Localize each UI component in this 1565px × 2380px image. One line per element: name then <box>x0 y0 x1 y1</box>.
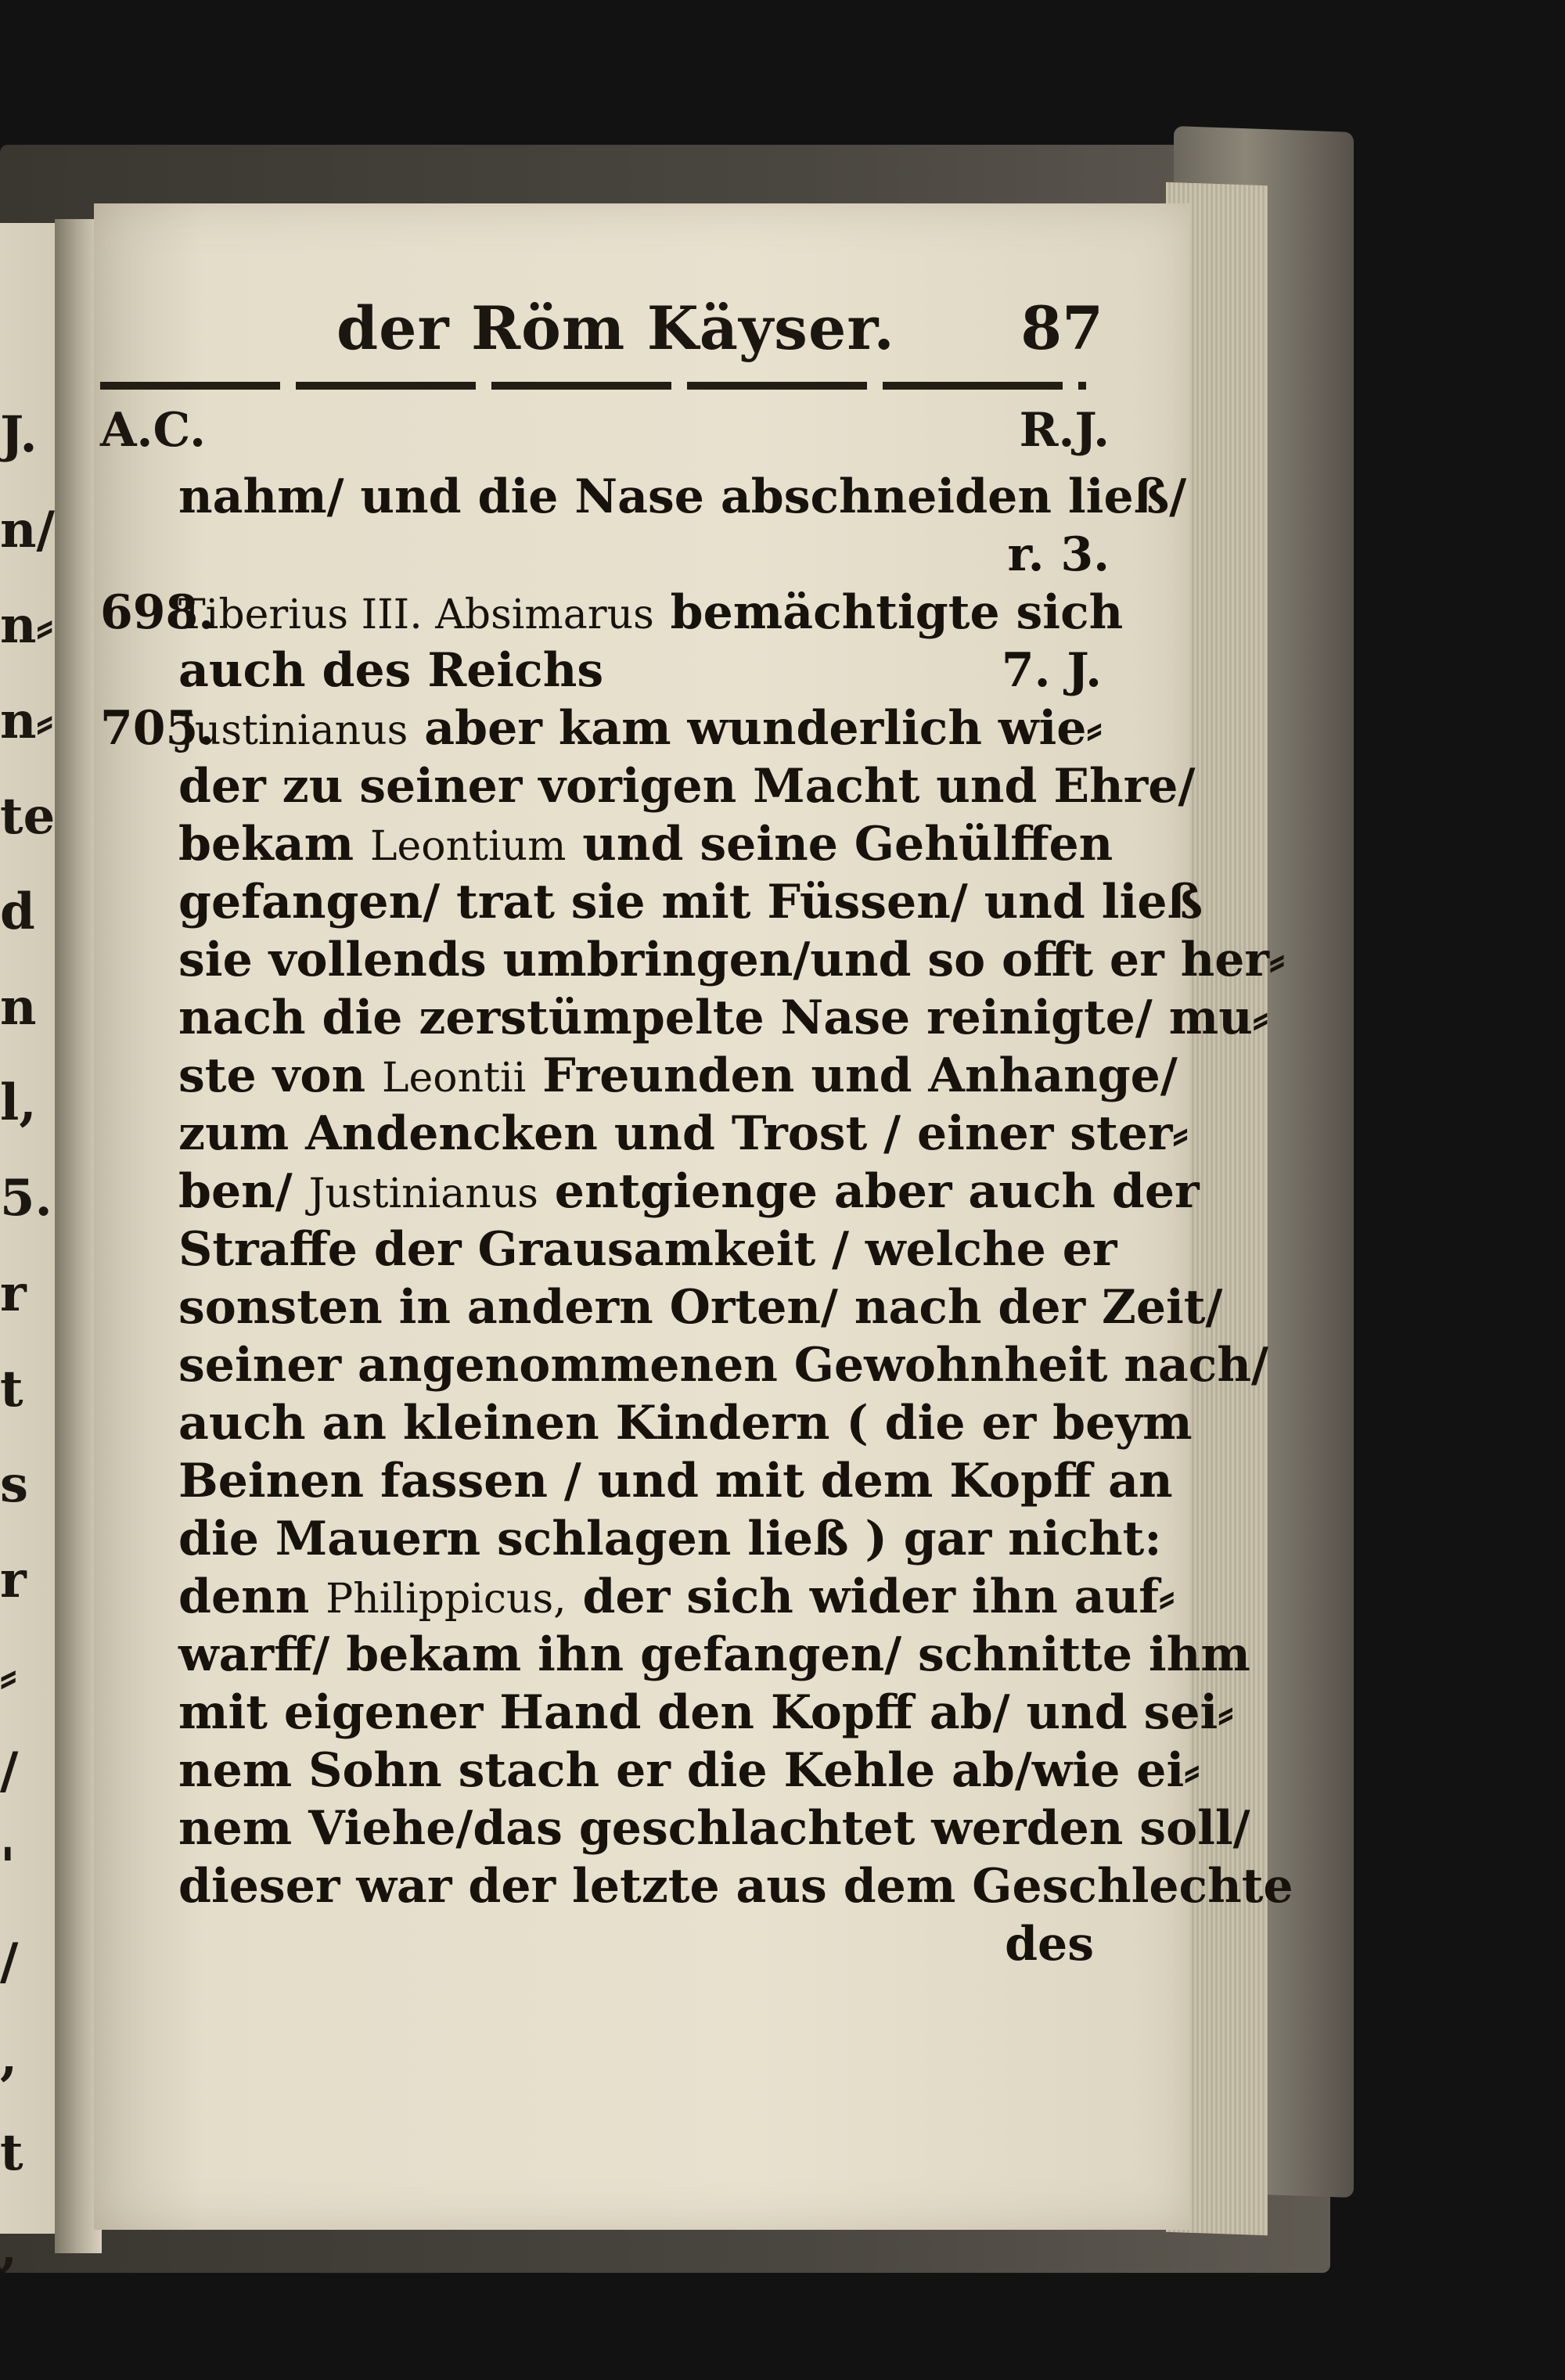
left-page-fragment: 5. <box>0 1169 52 1228</box>
left-page-fragment: l, <box>0 1073 37 1132</box>
text-run: und seine Gehülffen <box>566 817 1113 872</box>
left-page-fragment: ' <box>0 1837 16 1896</box>
text-line <box>100 1047 1178 1105</box>
left-page-fragment: s <box>0 1455 29 1514</box>
latin-name: Leontii <box>381 1055 527 1102</box>
page-number: 87 <box>1020 293 1103 363</box>
text-line <box>100 1394 1193 1452</box>
text-run: ben/ <box>178 1164 309 1219</box>
latin-name: Justinianus <box>178 707 408 754</box>
text-line <box>100 873 1203 931</box>
left-page-fragment: / <box>0 1742 19 1800</box>
text-line <box>100 757 1196 815</box>
text-line <box>100 1163 1200 1221</box>
left-page-fragment: r <box>0 1551 27 1609</box>
left-page-fragment: n <box>0 978 37 1037</box>
text-run: ste von <box>178 1048 382 1103</box>
left-page-fragment: n⸗ <box>0 692 53 750</box>
text-line <box>100 1568 1175 1626</box>
text-run: zum Andencken und Trost / einer ster⸗ <box>178 1106 1189 1161</box>
latin-name: Justinianus <box>308 1170 538 1217</box>
page-header <box>235 293 1103 379</box>
left-page-fragment: J. <box>0 405 38 464</box>
margin-label-regierungsjahre: R.J. <box>1019 403 1110 458</box>
left-page-fragment: ⸗ <box>0 1646 17 1705</box>
text-run: nem Sohn stach er die Kehle ab/wie ei⸗ <box>178 1743 1200 1798</box>
text-run: nahm/ und die Nase abschneiden ließ/ <box>178 469 1187 524</box>
text-line <box>100 1452 1173 1510</box>
text-run: mit eigener Hand den Kopff ab/ und sei⸗ <box>178 1685 1234 1740</box>
text-run: die Mauern schlagen ließ ) gar nicht: <box>178 1512 1162 1566</box>
text-line <box>100 989 1268 1047</box>
text-run: auch an kleinen Kindern ( die er beym <box>178 1396 1193 1451</box>
year-marginal: 698. <box>100 585 215 640</box>
left-page-fragment: t <box>0 2123 23 2182</box>
text-run: nem Viehe/das geschlachtet werden soll/ <box>178 1801 1250 1856</box>
year-marginal: 705. <box>100 701 215 756</box>
text-run: entgienge aber auch der <box>538 1164 1200 1219</box>
text-line <box>100 526 1117 584</box>
left-page-fragment: r <box>0 1264 27 1323</box>
latin-name: Leontium <box>369 823 567 870</box>
text-run: bemächtigte sich <box>653 585 1124 640</box>
text-run: sonsten in andern Orten/ nach der Zeit/ <box>178 1280 1223 1335</box>
catchword: des <box>1005 1917 1094 1972</box>
left-page-fragment: t <box>0 1360 23 1418</box>
text-run: der sich wider ihn auf⸗ <box>566 1569 1175 1624</box>
text-line <box>100 468 1187 526</box>
left-page-fragment: n/ <box>0 501 55 559</box>
text-run: sie vollends umbringen/und so offt er her⸗ <box>178 933 1285 987</box>
left-page-fragment: te <box>0 787 56 846</box>
text-line <box>100 1510 1162 1568</box>
margin-label-anno-christi: A.C. <box>100 403 207 458</box>
text-line <box>100 1105 1189 1163</box>
text-line <box>100 1857 1293 1915</box>
text-line <box>100 584 1124 642</box>
latin-name: Philippicus, <box>326 1576 567 1623</box>
text-run: bekam <box>178 817 370 872</box>
text-run: Straffe der Grausamkeit / welche er <box>178 1222 1117 1277</box>
text-run: aber kam wunderlich wie⸗ <box>408 701 1103 756</box>
text-line <box>100 815 1117 873</box>
text-line <box>100 1336 1268 1394</box>
text-run: seiner angenommenen Gewohnheit nach/ <box>178 1338 1268 1393</box>
text-run: Freunden und Anhange/ <box>526 1048 1178 1103</box>
text-run: dieser war der letzte aus dem Geschlechte <box>178 1859 1293 1914</box>
left-page-fragment: , <box>0 2028 18 2087</box>
text-run: gefangen/ trat sie mit Füssen/ und ließ <box>178 875 1203 929</box>
text-run: warff/ bekam ihn gefangen/ schnitte ihm <box>178 1627 1250 1682</box>
text-run: nach die zerstümpelte Nase reinigte/ mu⸗ <box>178 990 1268 1045</box>
body-text <box>100 468 1293 1973</box>
text-line <box>100 1684 1234 1742</box>
left-page-fragment: n⸗ <box>0 596 53 655</box>
text-line <box>100 1278 1223 1336</box>
header-rule <box>100 382 1086 390</box>
text-line <box>100 699 1117 757</box>
text-run: auch des Reichs <box>178 643 604 698</box>
latin-name: Tiberius III. Absimarus <box>178 591 654 638</box>
left-page-fragment: / <box>0 1932 19 1991</box>
text-line <box>100 642 1117 699</box>
text-run: r. 3. <box>1007 527 1110 582</box>
text-line <box>100 931 1285 989</box>
text-run: der zu seiner vorigen Macht und Ehre/ <box>178 759 1196 814</box>
text-line <box>100 1799 1250 1857</box>
text-line <box>100 1221 1117 1278</box>
running-title: der Röm Käyser. <box>336 293 895 363</box>
text-run: denn <box>178 1569 326 1624</box>
margin-headers <box>100 403 1110 473</box>
left-page-text-fragments <box>0 387 63 2296</box>
regnal-annotation: 7. J. <box>1001 643 1102 698</box>
text-line <box>100 1626 1250 1684</box>
text-line <box>100 1742 1200 1799</box>
left-page-fragment: d <box>0 883 35 941</box>
left-page-fragment: , <box>0 2219 18 2278</box>
text-run: Beinen fassen / und mit dem Kopff an <box>178 1454 1173 1508</box>
